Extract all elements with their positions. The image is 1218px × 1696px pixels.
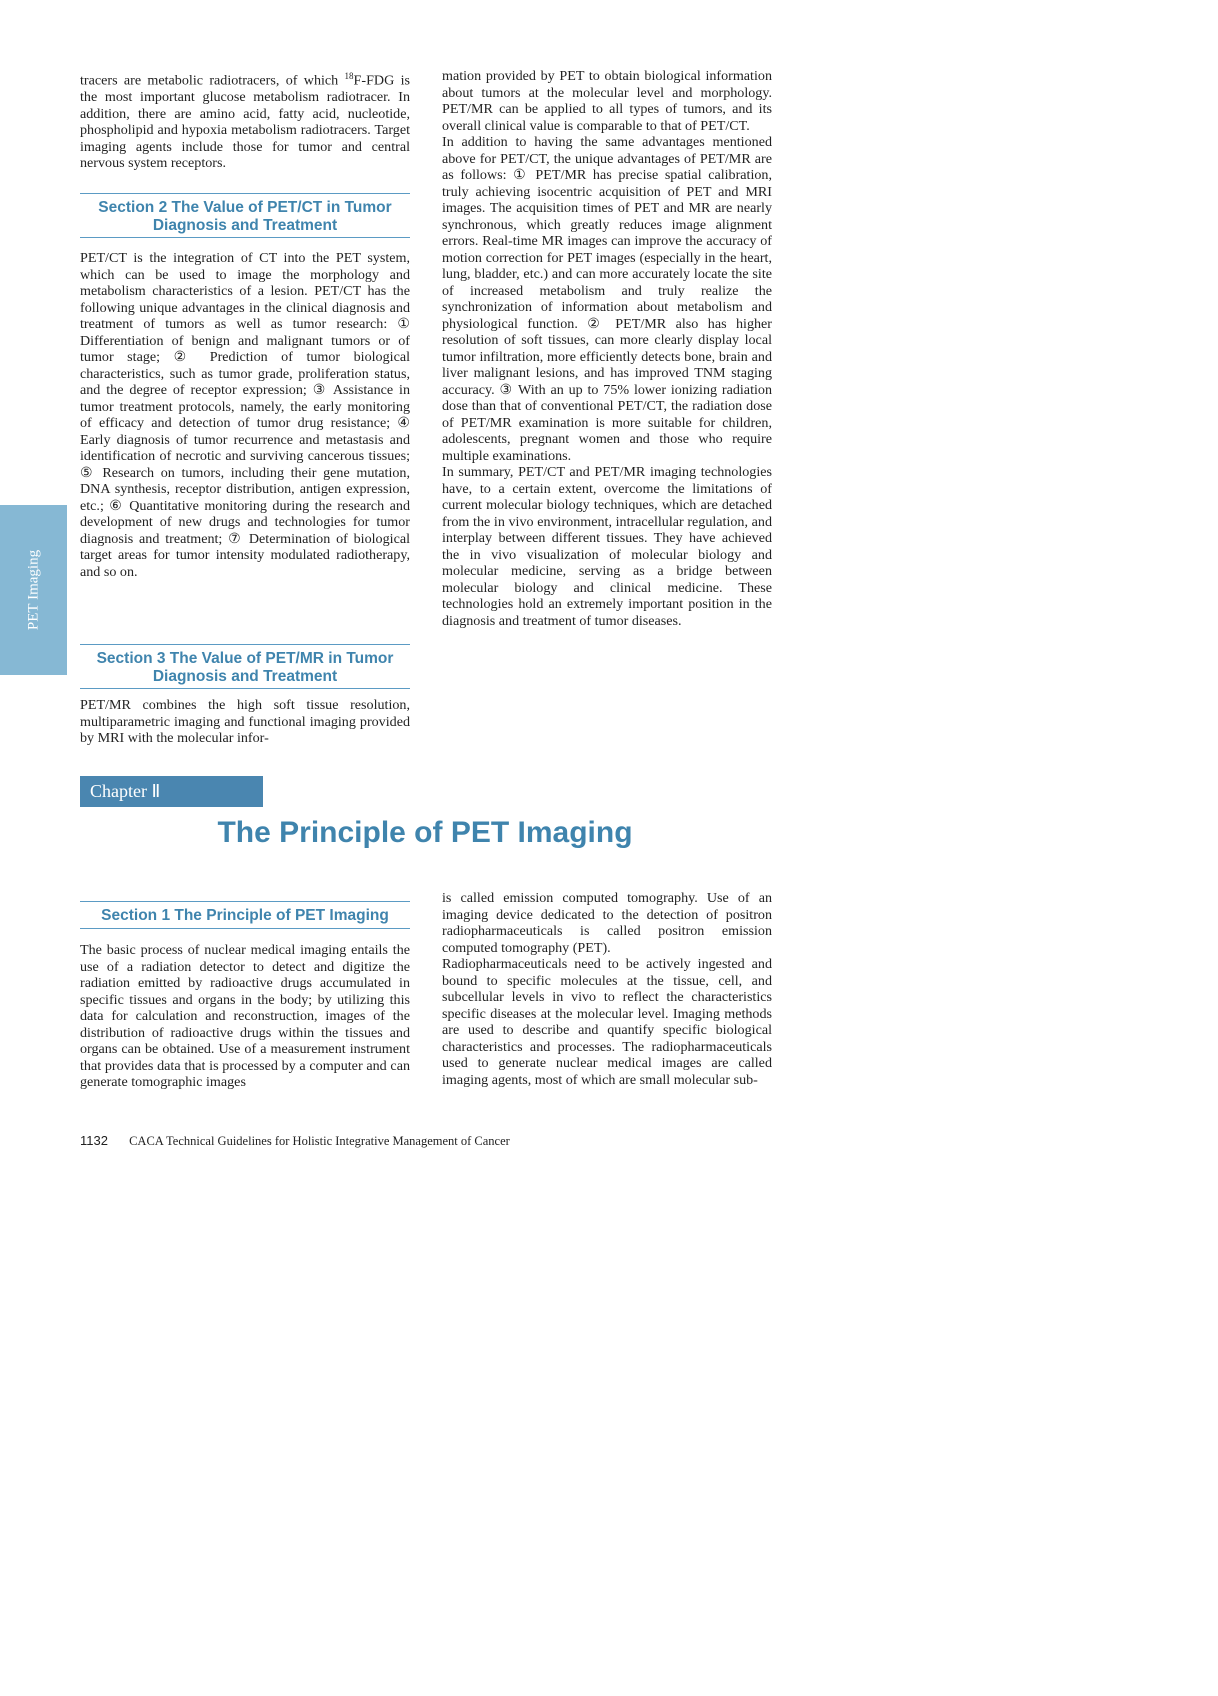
column-right-bottom — [442, 890, 772, 1088]
side-tab-label: PET Imaging — [25, 549, 41, 631]
column-left-intro — [80, 68, 410, 172]
paragraph: Radiopharmaceuticals need to be actively ingested and bound to specific molecules at the tissue, cell, and subcellular levels in vivo to reflect the characteristics specific diseases at the molecular level. Imaging methods are used to describe and quantify specific biological characteristics and processes. The radiopharmaceuticals used to generate nuclear medical images are called imaging agents, most of which are small molecular sub- — [442, 956, 772, 1088]
paragraph: In addition to having the same advantages mentioned above for PET/CT, the unique advantages of PET/MR are as follows: ① PET/MR has precise spatial calibration, truly achieving isocentric acquisition of PET and MRI images. The acquisition times of PET and MR are nearly synchronous, which greatly reduces image alignment errors. Real-time MR images can improve the accuracy of motion correction for PET images (especially in the heart, lung, bladder, etc.) and can more accurately locate the site of increased metabolism and truly realize the synchronization of information about metabolism and physiological function. ② PET/MR also has higher resolution of soft tissues, can more clearly display local tumor infiltration, more efficiently detects bone, brain and liver malignant lesions, and has improved TNM staging accuracy. ③ With an up to 75% lower ionizing radiation dose than that of conventional PET/CT, the radiation dose of PET/MR examination is more suitable for children, adolescents, pregnant women and those who require multiple examinations. — [442, 134, 772, 464]
paragraph: The basic process of nuclear medical imaging entails the use of a radiation detector to detect and digitize the radiation emitted by radioactive drugs accumulated in specific tissues and organs in the body; by utilizing this data for calculation and reconstruction, images of the distribution of radioactive drugs within the tissues and organs can be obtained. Use of a measurement instrument that provides data that is processed by a computer and can generate tomographic images — [80, 942, 410, 1090]
page-number: 1132 — [80, 1133, 108, 1148]
paragraph: mation provided by PET to obtain biological information about tumors at the molecular level and morphology. PET/MR can be applied to all types of tumors, and its overall clinical value is comparable to that of PET/CT. — [442, 68, 772, 134]
paragraph-text: F-FDG is the most important glucose metabolism radiotracer. In addition, there are amino acid, fatty acid, nucleotide, phospholipid and hypoxia metabolism radiotracers. Target imaging agents include those for tumor and central nervous system receptors. — [80, 72, 411, 172]
chapter-label: Chapter Ⅱ — [80, 776, 263, 807]
column-left-bottom — [80, 942, 410, 1091]
section-2-heading: Section 2 The Value of PET/CT in Tumor Diagnosis and Treatment — [80, 193, 410, 238]
paragraph — [80, 68, 410, 172]
section-3-heading: Section 3 The Value of PET/MR in Tumor Diagnosis and Treatment — [80, 644, 410, 689]
column-right-top — [442, 68, 772, 629]
paragraph: PET/MR combines the high soft tissue resolution, multiparametric imaging and functional imaging provided by MRI with the molecular infor- — [80, 697, 410, 746]
paragraph: is called emission computed tomography. Use of an imaging device dedicated to the detection of positron radiopharmaceuticals is called positron emission computed tomography (PET). — [442, 890, 772, 956]
paragraph: In summary, PET/CT and PET/MR imaging technologies have, to a certain extent, overcome the limitations of current molecular biology techniques, which are detached from the in vivo environment, intracellular regulation, and interplay between different tissues. They have achieved the in vivo visualization of molecular biology and molecular medicine, serving as a bridge between molecular biology and clinical medicine. These technologies hold an extremely important position in the diagnosis and treatment of tumor diseases. — [442, 464, 772, 629]
paragraph-text: tracers are metabolic radiotracers, of which — [80, 72, 345, 89]
column-left-section3 — [80, 697, 410, 747]
paragraph: PET/CT is the integration of CT into the PET system, which can be used to image the morphology and metabolism characteristics of a lesion. PET/CT has the following unique advantages in the clinical diagnosis and treatment of tumors as well as tumor research: ① Differentiation of benign and malignant tumors or of tumor stage; ② Prediction of tumor biological characteristics, such as tumor grade, proliferation status, and the degree of receptor expression; ③ Assistance in tumor treatment protocols, namely, the early monitoring of efficacy and detection of tumor drug resistance; ④ Early diagnosis of tumor recurrence and metastasis and identification of necrotic and surviving cancerous tissues; ⑤ Research on tumors, including their gene mutation, DNA synthesis, receptor distribution, antigen expression, etc.; ⑥ Quantitative monitoring during the research and development of new drugs and technologies for tumor diagnosis and treatment; ⑦ Determination of biological target areas for tumor intensity modulated radiotherapy, and so on. — [80, 250, 410, 580]
section-1-heading: Section 1 The Principle of PET Imaging — [80, 901, 410, 929]
superscript: 18 — [344, 71, 354, 81]
footer-text: CACA Technical Guidelines for Holistic Integrative Management of Cancer — [129, 1134, 510, 1148]
page-footer — [80, 1133, 510, 1149]
chapter-title: The Principle of PET Imaging — [217, 816, 633, 849]
side-tab — [0, 505, 67, 675]
column-left-section2 — [80, 250, 410, 580]
